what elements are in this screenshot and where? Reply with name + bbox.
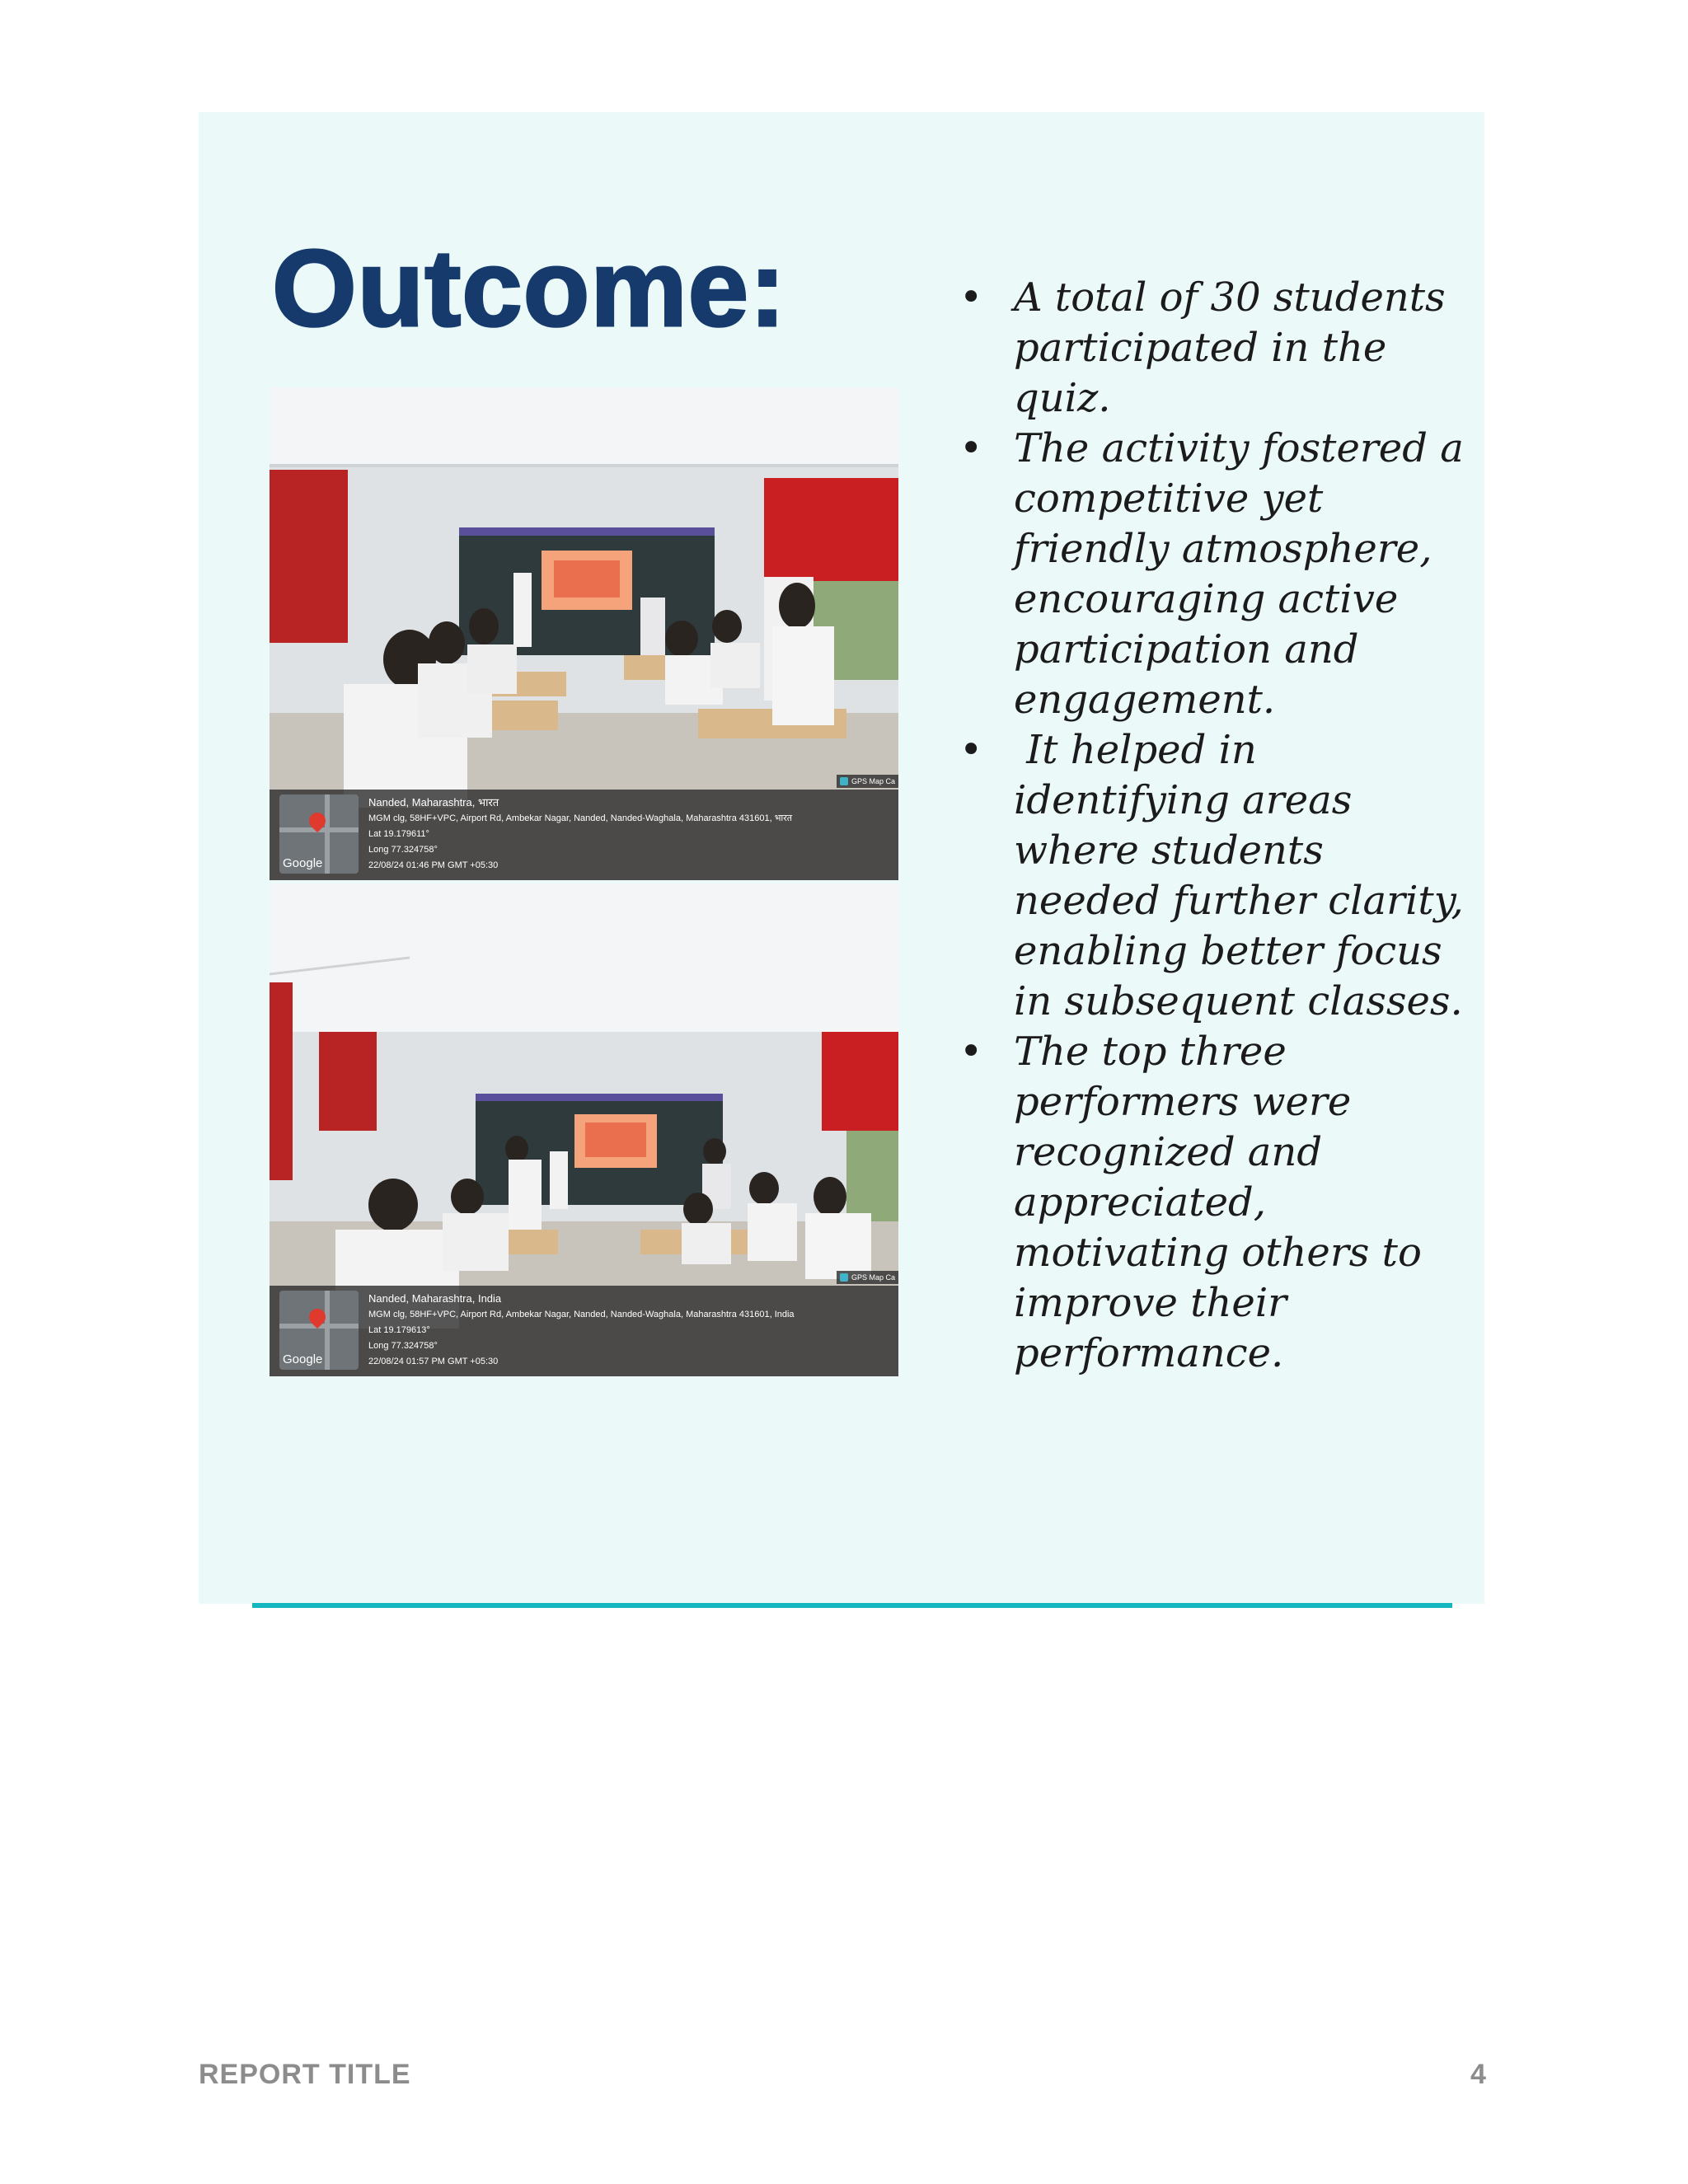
outcome-text: The activity fostered a competitive yet friendly atmosphere, encouraging active participation and engagement. bbox=[1014, 425, 1464, 723]
outcome-text: It helped in identifying areas where students needed further clarity, enabling better focus in subsequent classes. bbox=[1014, 727, 1476, 1024]
gps-timestamp: 22/08/24 01:46 PM GMT +05:30 bbox=[368, 860, 499, 870]
gps-latitude: Lat 19.179611° bbox=[368, 829, 429, 839]
footer-report-title: REPORT TITLE bbox=[199, 2059, 411, 2090]
footer-page-number: 4 bbox=[1470, 2059, 1486, 2090]
gps-overlay bbox=[270, 1273, 898, 1376]
outcome-text: A total of 30 students participated in the quiz. bbox=[1014, 274, 1446, 421]
outcome-list bbox=[956, 273, 1476, 1379]
gps-address: MGM clg, 58HF+VPC, Airport Rd, Ambekar Nagar, Nanded, Nanded-Waghala, Maharashtra 431601, India bbox=[368, 1310, 795, 1319]
gps-longitude: Long 77.324758° bbox=[368, 1341, 438, 1351]
outcome-text: The top three performers were recognized and appreciated, motivating others to improve their performance. bbox=[1014, 1029, 1422, 1376]
gps-timestamp: 22/08/24 01:57 PM GMT +05:30 bbox=[368, 1357, 499, 1366]
bullet-icon: • bbox=[959, 1029, 983, 1075]
outcome-item bbox=[956, 424, 1467, 725]
gps-app-badge: GPS Map Ca bbox=[837, 775, 898, 788]
gps-details bbox=[368, 1291, 879, 1370]
bullet-icon: • bbox=[959, 425, 983, 471]
outcome-item bbox=[956, 725, 1476, 1027]
gps-app-badge: GPS Map Ca bbox=[837, 1271, 898, 1284]
classroom-photo-2 bbox=[270, 883, 898, 1376]
gps-place: Nanded, Maharashtra, India bbox=[368, 1292, 502, 1305]
gps-latitude: Lat 19.179613° bbox=[368, 1325, 430, 1335]
map-provider-label: Google bbox=[283, 1352, 323, 1366]
bullet-icon: • bbox=[959, 274, 983, 321]
outcome-item bbox=[956, 273, 1467, 424]
classroom-photo-1 bbox=[270, 387, 898, 880]
gps-longitude: Long 77.324758° bbox=[368, 845, 438, 855]
outcome-item bbox=[956, 1027, 1467, 1379]
gps-mini-map bbox=[279, 1291, 359, 1370]
gps-overlay bbox=[270, 777, 898, 880]
page-heading: Outcome: bbox=[272, 227, 787, 349]
gps-mini-map bbox=[279, 794, 359, 874]
gps-address: MGM clg, 58HF+VPC, Airport Rd, Ambekar Nagar, Nanded, Nanded-Waghala, Maharashtra 431601, भारत bbox=[368, 813, 793, 823]
bullet-icon: • bbox=[959, 727, 983, 773]
photo-column bbox=[270, 387, 898, 1376]
accent-divider bbox=[252, 1603, 1452, 1608]
gps-place: Nanded, Maharashtra, भारत bbox=[368, 796, 499, 808]
map-provider-label: Google bbox=[283, 856, 323, 870]
gps-details bbox=[368, 794, 879, 874]
